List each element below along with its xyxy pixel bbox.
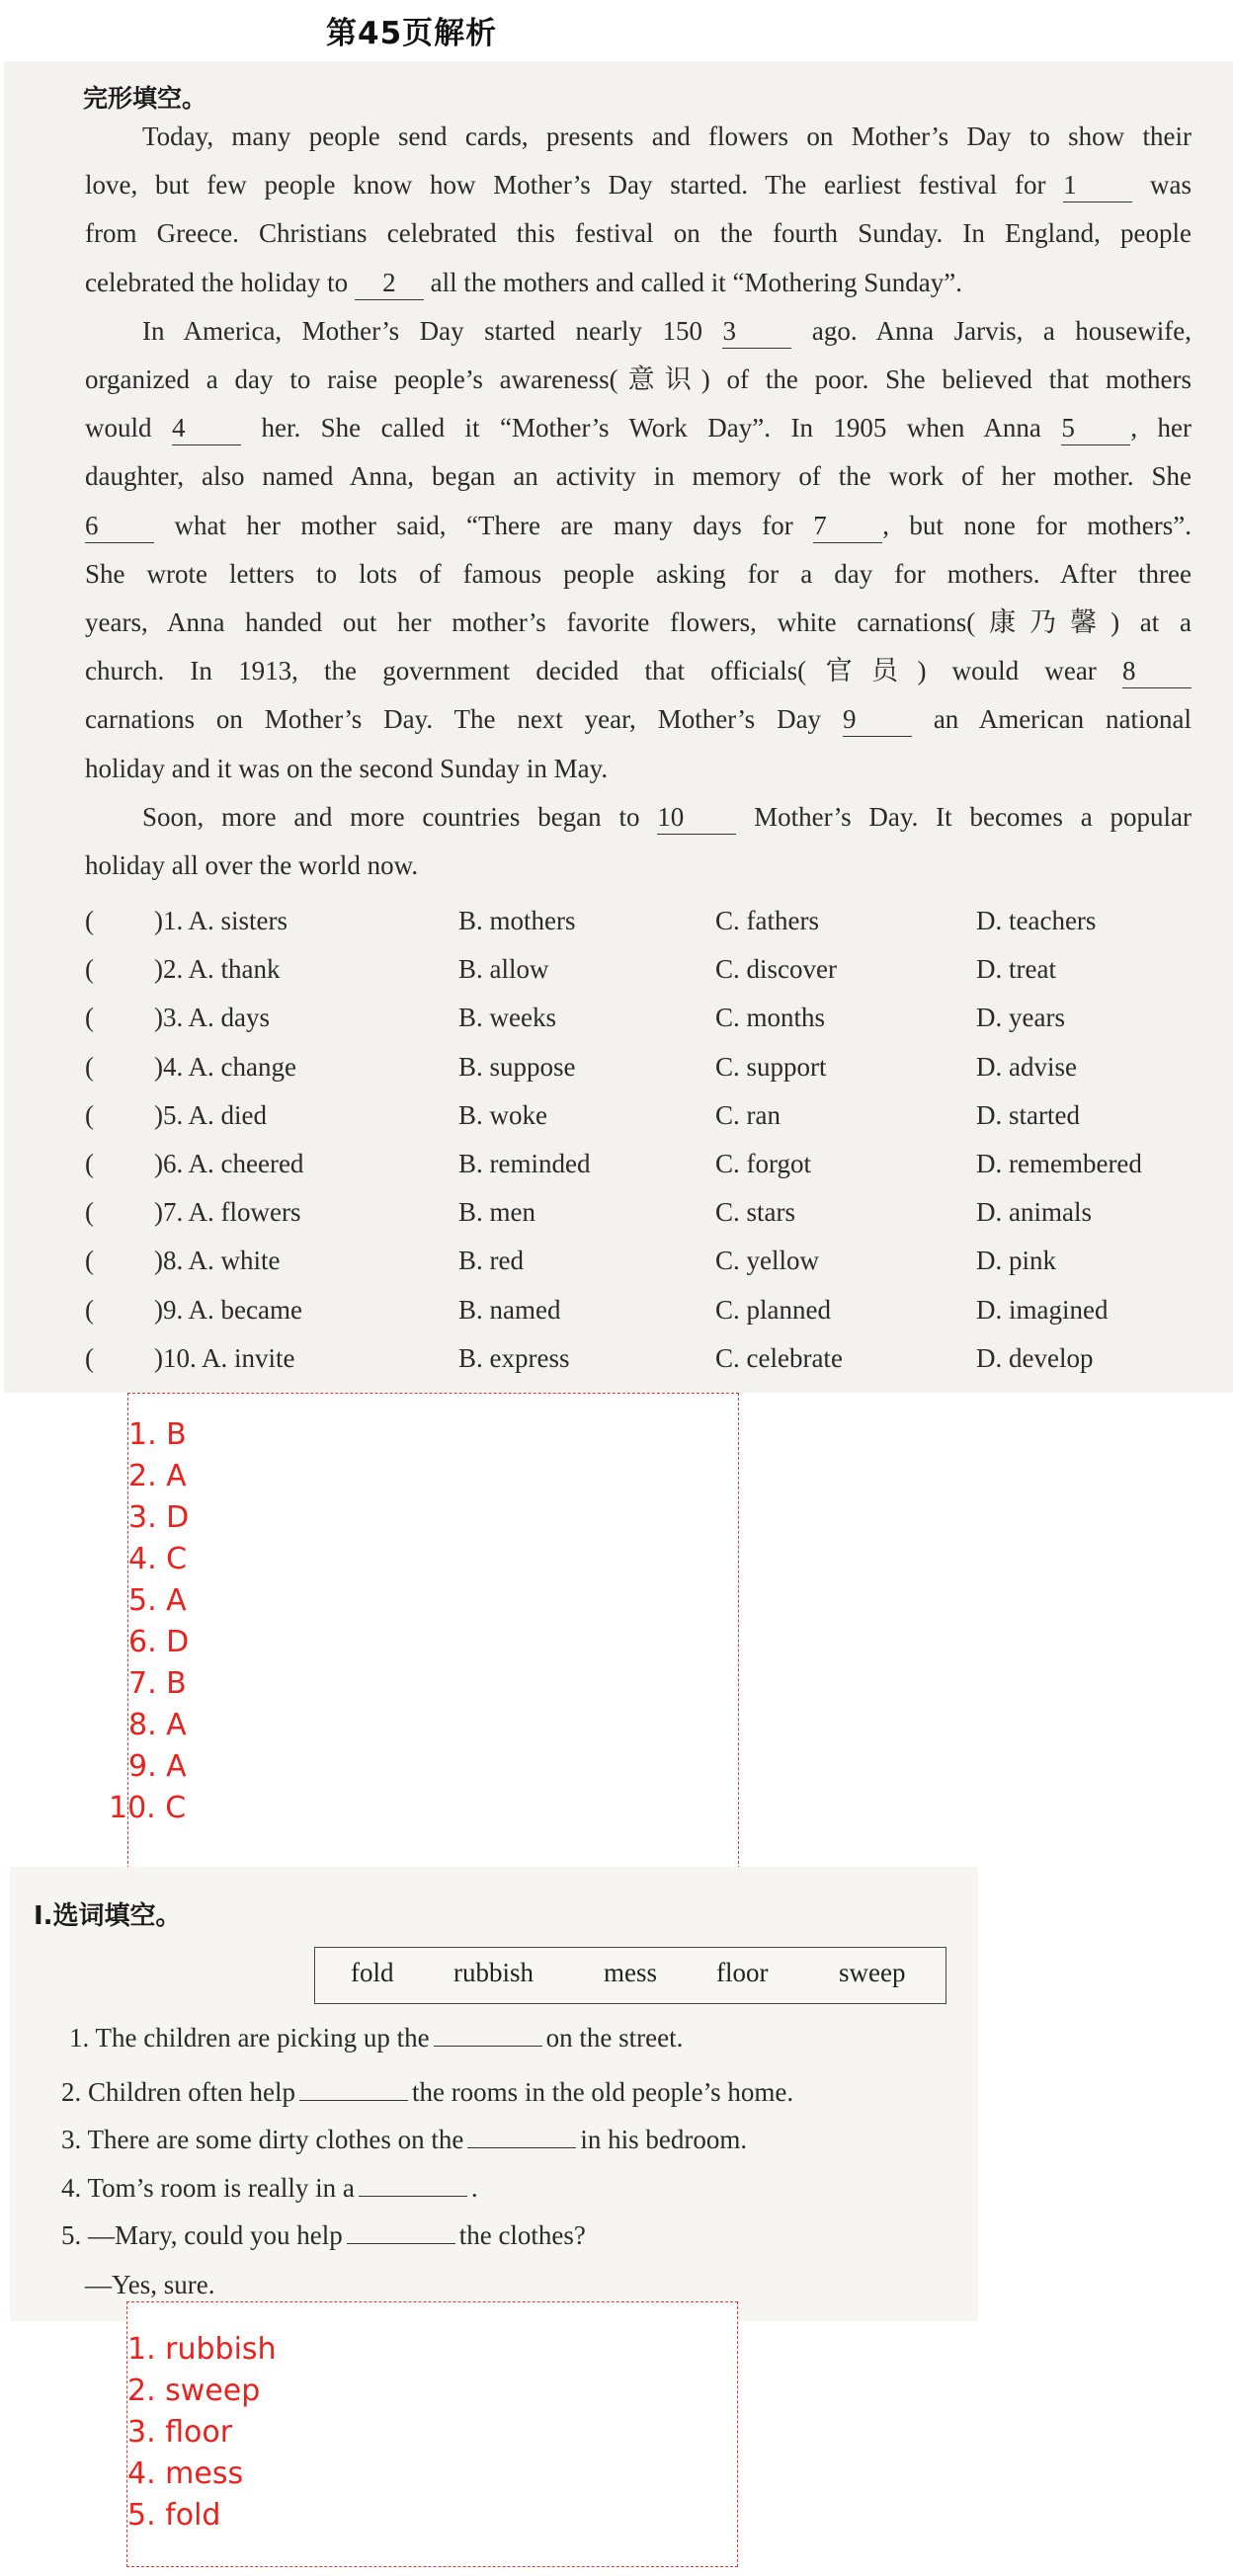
sentence-end: the rooms in the old people’s home. (411, 2077, 794, 2107)
blank-7: 7 (813, 509, 882, 543)
answer-paren: ( (85, 1342, 94, 1373)
passage-text: carnations on Mother’s Day. The next year, Mother’s Day (85, 704, 843, 735)
cloze-answer-box (109, 1393, 739, 1869)
passage-line (85, 161, 1192, 209)
vocab-answer: 2. sweep (127, 2374, 261, 2408)
sentence-end: in his bedroom. (580, 2125, 748, 2154)
sentence-blank (347, 2221, 455, 2244)
passage-line (85, 550, 1192, 599)
vocab-sentence (61, 2173, 478, 2204)
passage-text: an American national (911, 704, 1192, 735)
question-row (85, 906, 1201, 954)
vocab-sentence (69, 2023, 683, 2053)
option-b: B. weeks (458, 1003, 556, 1033)
option-a: )8. A. white (154, 1246, 281, 1276)
answer-paren: ( (85, 1051, 94, 1082)
sentence-blank (299, 2078, 408, 2101)
option-c: C. discover (715, 954, 837, 985)
cloze-answer: 2. A (128, 1459, 187, 1493)
passage-line (85, 209, 1192, 258)
option-a: )7. A. flowers (154, 1197, 301, 1228)
passage-line (142, 307, 1192, 356)
option-b: B. mothers (458, 906, 576, 935)
blank-3: 3 (722, 314, 791, 349)
option-c: C. celebrate (715, 1342, 843, 1373)
sentence-start: 2. Children often help (61, 2077, 295, 2107)
passage-line (85, 259, 1192, 307)
sentence-start: 5. —Mary, could you help (61, 2220, 343, 2250)
vocab-sentence (61, 2125, 747, 2155)
passage-text: She wrote letters to lots of famous people asking for a day for mothers. After three (85, 558, 1192, 589)
blank-10: 10 (657, 800, 736, 835)
blank-5: 5 (1061, 411, 1130, 445)
cloze-answer: 8. A (128, 1708, 187, 1742)
passage-text: organized a day to raise people’s awareness(意识) of the poor. She believed that mothers (85, 364, 1192, 394)
option-c: C. yellow (715, 1246, 819, 1276)
cloze-answer: 9. A (128, 1749, 187, 1784)
vocab-answer: 1. rubbish (127, 2332, 277, 2367)
blank-4: 4 (172, 411, 241, 445)
passage-text: all the mothers and called it “Mothering Sunday”. (423, 267, 962, 297)
question-row (85, 1343, 1201, 1392)
answer-paren: ( (85, 1246, 94, 1276)
blank-1: 1 (1063, 168, 1132, 202)
vocab-sentence (61, 2220, 586, 2251)
word-fold: fold (351, 1958, 394, 1987)
passage-text: ago. Anna Jarvis, a housewife, (791, 315, 1192, 346)
cloze-answer: 4. C (128, 1542, 188, 1576)
answer-paren: ( (85, 1294, 94, 1325)
option-a: )6. A. cheered (154, 1149, 304, 1178)
sentence-blank (467, 2126, 576, 2148)
question-row (85, 1197, 1201, 1246)
sentence-end: on the street. (545, 2023, 684, 2053)
option-a: )3. A. days (154, 1003, 270, 1033)
option-c: C. stars (715, 1197, 795, 1228)
option-b: B. reminded (458, 1149, 591, 1178)
page-title: 第45页解析 (326, 16, 498, 51)
vocab-answer: 3. floor (127, 2415, 233, 2450)
question-row (85, 1100, 1201, 1149)
blank-8: 8 (1122, 654, 1192, 688)
option-a: )2. A. thank (154, 954, 281, 985)
question-row (85, 1295, 1201, 1343)
passage-text: Today, many people send cards, presents and flowers on Mother’s Day to show their (142, 121, 1192, 151)
answer-paren: ( (85, 1197, 94, 1228)
option-b: B. express (458, 1342, 570, 1373)
option-c: C. months (715, 1003, 826, 1033)
sentence-start: 4. Tom’s room is really in a (61, 2173, 355, 2203)
sentence-end: . (470, 2173, 478, 2203)
option-b: B. woke (458, 1099, 547, 1130)
passage-text: what her mother said, “There are many days for (154, 510, 814, 540)
passage-text: Soon, more and more countries began to (142, 801, 658, 832)
option-b: B. named (458, 1294, 561, 1325)
passage-text: church. In 1913, the government decided that officials(官员) would wear (85, 656, 1122, 686)
word-rubbish: rubbish (453, 1958, 534, 1987)
passage-text: holiday and it was on the second Sunday in May. (85, 753, 609, 783)
option-d: D. teachers (976, 906, 1097, 935)
passage-text: love, but few people know how Mother’s Day started. The earliest festival for (85, 170, 1064, 201)
passage-text: years, Anna handed out her mother’s favorite flowers, white carnations(康乃馨) at a (85, 607, 1192, 637)
question-row (85, 954, 1201, 1003)
answer-paren: ( (85, 1099, 94, 1130)
passage-line (85, 745, 1192, 793)
passage-line (85, 695, 1192, 744)
cloze-answer: 3. D (128, 1500, 190, 1535)
option-c: C. fathers (715, 906, 819, 935)
blank-6: 6 (85, 509, 154, 543)
option-d: D. remembered (976, 1149, 1142, 1178)
sentence-end: the clothes? (458, 2220, 586, 2250)
passage-line (85, 452, 1192, 501)
option-d: D. pink (976, 1246, 1056, 1276)
option-c: C. planned (715, 1294, 831, 1325)
passage-text: In America, Mother’s Day started nearly 150 (142, 315, 723, 346)
passage-text: from Greece. Christians celebrated this festival on the fourth Sunday. In England, people (85, 218, 1192, 249)
passage-text: daughter, also named Anna, began an activity in memory of the work of her mother. She (85, 461, 1192, 492)
word-mess: mess (604, 1958, 657, 1987)
option-a: )9. A. became (154, 1294, 302, 1325)
sentence-blank (359, 2174, 467, 2197)
option-d: D. years (976, 1003, 1065, 1033)
passage-line (85, 502, 1192, 550)
passage-text: would (85, 413, 172, 443)
vocab-answer-box (126, 2301, 738, 2567)
option-d: D. develop (976, 1342, 1094, 1373)
option-b: B. men (458, 1197, 535, 1228)
passage-line (85, 647, 1192, 695)
sentence-start: 3. There are some dirty clothes on the (61, 2125, 464, 2154)
option-d: D. advise (976, 1051, 1077, 1082)
cloze-answer: 6. D (128, 1625, 190, 1659)
cloze-answer: 1. B (128, 1417, 187, 1452)
vocab-reply: —Yes, sure. (85, 2270, 215, 2299)
cloze-answer: 10. C (109, 1791, 187, 1825)
vocab-answer: 4. mess (127, 2456, 244, 2491)
option-b: B. allow (458, 954, 549, 985)
option-c: C. forgot (715, 1149, 812, 1178)
passage-text: , her (1130, 413, 1192, 443)
option-a: )10. A. invite (154, 1342, 295, 1373)
cloze-answer: 7. B (128, 1666, 187, 1701)
answer-paren: ( (85, 1149, 94, 1178)
sentence-blank (434, 2024, 542, 2047)
option-b: B. suppose (458, 1051, 576, 1082)
option-d: D. imagined (976, 1294, 1109, 1325)
passage-line (85, 356, 1192, 404)
passage-line (85, 842, 1192, 890)
passage-text: , but none for mothers”. (882, 510, 1192, 540)
option-d: D. started (976, 1099, 1080, 1130)
passage-line (85, 404, 1192, 452)
passage-line (142, 793, 1192, 842)
word-sweep: sweep (839, 1958, 906, 1987)
blank-9: 9 (843, 702, 912, 737)
cloze-answer: 5. A (128, 1583, 187, 1618)
passage-text: celebrated the holiday to (85, 267, 355, 297)
vocab-sentence (61, 2077, 793, 2108)
vocab-heading: Ⅰ.选词填空。 (34, 1901, 182, 1931)
vocab-answer: 5. fold (127, 2498, 221, 2533)
option-c: C. ran (715, 1099, 781, 1130)
passage-text: Mother’s Day. It becomes a popular (736, 801, 1192, 832)
question-row (85, 1003, 1201, 1051)
passage-line (85, 599, 1192, 647)
option-d: D. animals (976, 1197, 1092, 1228)
passage-text: her. She called it “Mother’s Work Day”. In 1905 when Anna (240, 413, 1062, 443)
word-floor: floor (716, 1958, 769, 1987)
blank-2: 2 (355, 266, 424, 300)
passage-line (142, 113, 1192, 161)
passage-text: holiday all over the world now. (85, 850, 419, 880)
question-row (85, 1246, 1201, 1294)
question-row (85, 1149, 1201, 1197)
answer-paren: ( (85, 954, 94, 985)
option-a: )5. A. died (154, 1099, 267, 1130)
word-bank (314, 1947, 946, 2004)
cloze-heading: 完形填空。 (83, 84, 207, 113)
option-a: )4. A. change (154, 1051, 296, 1082)
question-row (85, 1052, 1201, 1100)
option-a: )1. A. sisters (154, 906, 288, 935)
answer-paren: ( (85, 906, 94, 935)
sentence-start: 1. The children are picking up the (69, 2023, 430, 2053)
option-c: C. support (715, 1051, 827, 1082)
option-d: D. treat (976, 954, 1056, 985)
answer-paren: ( (85, 1003, 94, 1033)
option-b: B. red (458, 1246, 524, 1276)
passage-text: was (1132, 170, 1192, 201)
